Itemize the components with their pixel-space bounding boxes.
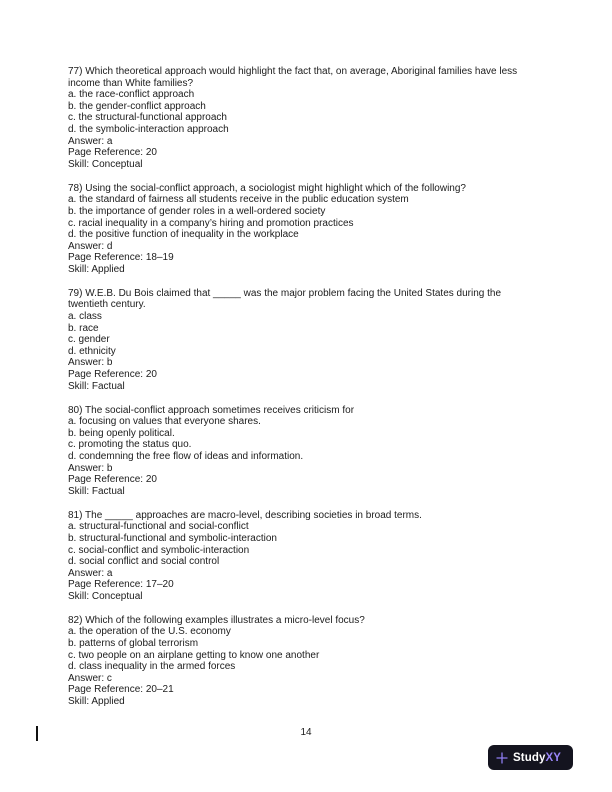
- option-line: c. two people on an airplane getting to know one another: [68, 649, 320, 661]
- option-line: b. structural-functional and symbolic-interaction: [68, 532, 277, 544]
- option-line: d. social conflict and social control: [68, 556, 220, 568]
- option-line: a. structural-functional and social-conflict: [68, 521, 249, 533]
- option-line: b. patterns of global terrorism: [68, 638, 199, 650]
- option-line: d. the positive function of inequality in the workplace: [68, 229, 299, 241]
- option-line: a. class: [68, 311, 102, 323]
- brand-study-text: Study: [513, 751, 546, 764]
- answer-line: Answer: b: [68, 462, 113, 474]
- brand-wordmark: [513, 752, 561, 764]
- skill-line: Skill: Conceptual: [68, 158, 143, 170]
- options-group: [68, 194, 542, 240]
- answer-line: Answer: b: [68, 357, 113, 369]
- question-block: [68, 510, 542, 603]
- options-group: [68, 89, 542, 135]
- option-line: d. the symbolic-interaction approach: [68, 123, 229, 135]
- question-block: [68, 183, 542, 276]
- option-line: d. condemning the free flow of ideas and information.: [68, 450, 304, 462]
- studyxy-badge[interactable]: [488, 745, 573, 770]
- skill-line: Skill: Conceptual: [68, 590, 143, 602]
- question-block: [68, 615, 542, 708]
- option-line: a. the race-conflict approach: [68, 89, 195, 101]
- question-text: 77) Which theoretical approach would highlight the fact that, on average, Aboriginal families have less income than White families?: [68, 66, 518, 89]
- question-block: [68, 405, 542, 498]
- page-reference-line: Page Reference: 18–19: [68, 252, 174, 264]
- page-reference-line: Page Reference: 20–21: [68, 684, 174, 696]
- option-line: a. the standard of fairness all students receive in the public education system: [68, 194, 409, 206]
- answer-line: Answer: c: [68, 672, 112, 684]
- options-group: [68, 626, 542, 672]
- skill-line: Skill: Factual: [68, 380, 125, 392]
- question-text: 79) W.E.B. Du Bois claimed that _____ was the major problem facing the United States during the twentieth century.: [68, 287, 502, 311]
- option-line: a. the operation of the U.S. economy: [68, 626, 231, 638]
- answer-line: Answer: a: [68, 567, 113, 579]
- option-line: b. race: [68, 322, 99, 334]
- option-line: c. social-conflict and symbolic-interaction: [68, 544, 250, 556]
- skill-line: Skill: Applied: [68, 263, 125, 275]
- answer-line: Answer: a: [68, 135, 113, 147]
- option-line: b. being openly political.: [68, 427, 175, 439]
- options-group: [68, 416, 542, 462]
- question-text: 78) Using the social-conflict approach, a sociologist might highlight which of the following?: [68, 182, 466, 194]
- option-line: b. the importance of gender roles in a well-ordered society: [68, 205, 326, 217]
- option-line: c. the structural-functional approach: [68, 112, 227, 124]
- page-reference-line: Page Reference: 20: [68, 369, 157, 381]
- option-line: d. class inequality in the armed forces: [68, 661, 236, 673]
- plus-icon: [496, 752, 508, 764]
- question-text: 81) The _____ approaches are macro-level, describing societies in broad terms.: [68, 509, 422, 521]
- question-block: [68, 66, 542, 170]
- question-block: [68, 288, 542, 392]
- question-text: 82) Which of the following examples illustrates a micro-level focus?: [68, 614, 365, 626]
- page-reference-line: Page Reference: 20: [68, 474, 157, 486]
- skill-line: Skill: Factual: [68, 485, 125, 497]
- page-number: 14: [300, 727, 312, 738]
- answer-line: Answer: d: [68, 240, 113, 252]
- option-line: d. ethnicity: [68, 345, 116, 357]
- page-reference-line: Page Reference: 17–20: [68, 579, 174, 591]
- questions-list: [68, 66, 542, 720]
- options-group: [68, 521, 542, 567]
- option-line: c. racial inequality in a company’s hiring and promotion practices: [68, 217, 354, 229]
- brand-xy-text: XY: [545, 751, 561, 764]
- options-group: [68, 311, 542, 357]
- option-line: b. the gender-conflict approach: [68, 100, 206, 112]
- question-text: 80) The social-conflict approach sometimes receives criticism for: [68, 404, 355, 416]
- option-line: c. promoting the status quo.: [68, 439, 192, 451]
- page-reference-line: Page Reference: 20: [68, 147, 157, 159]
- option-line: c. gender: [68, 334, 110, 346]
- skill-line: Skill: Applied: [68, 696, 125, 708]
- option-line: a. focusing on values that everyone shares.: [68, 416, 261, 428]
